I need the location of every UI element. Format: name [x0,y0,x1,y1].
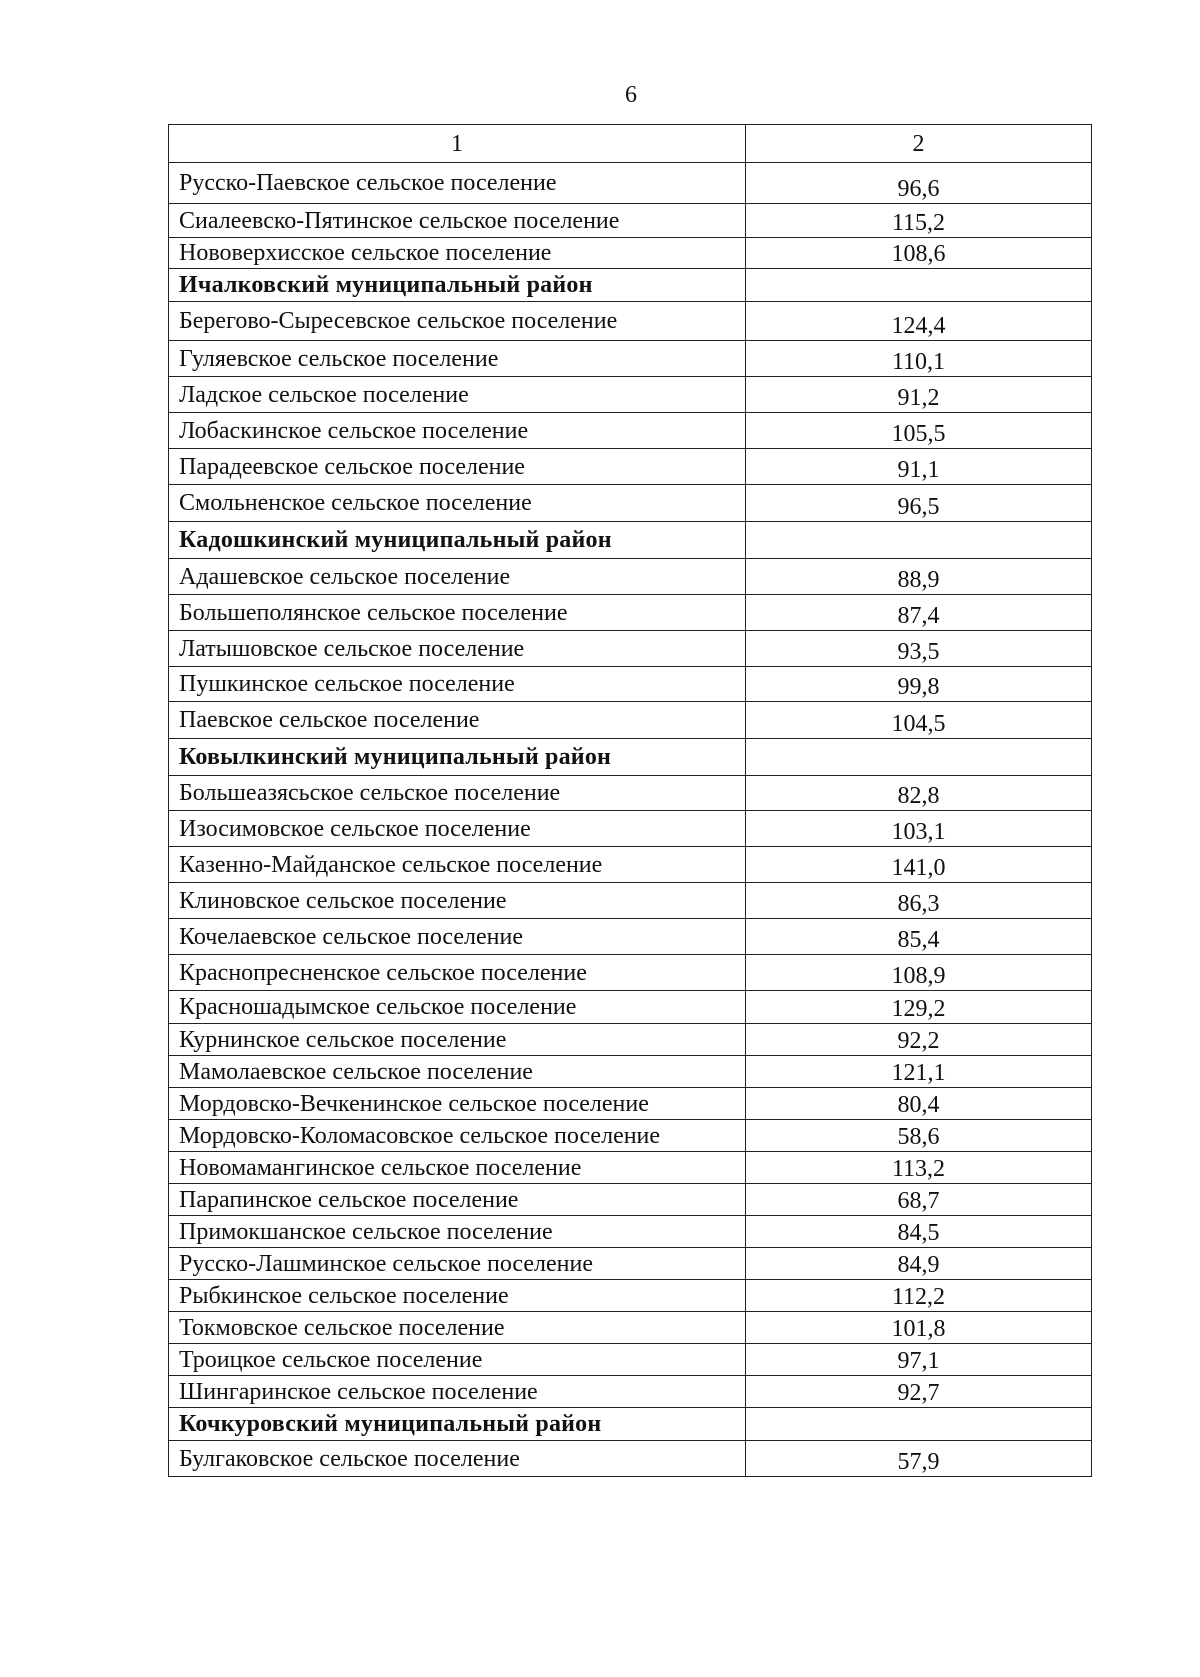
settlement-name: Ладское сельское поселение [169,377,746,413]
settlement-name: Троицкое сельское поселение [169,1344,746,1376]
value-cell: 129,2 [746,991,1092,1024]
table-row [169,1056,1092,1088]
value-cell: 92,7 [746,1376,1092,1408]
table-row [169,1344,1092,1376]
value-cell: 80,4 [746,1088,1092,1120]
value-cell: 96,5 [746,485,1092,522]
table-row [169,163,1092,204]
value-cell [746,522,1092,559]
table-row [169,991,1092,1024]
value-cell: 87,4 [746,595,1092,631]
settlement-name: Паевское сельское поселение [169,702,746,739]
table-row [169,449,1092,485]
settlement-name: Булгаковское сельское поселение [169,1441,746,1477]
column-header-2: 2 [746,125,1092,163]
table-row [169,302,1092,341]
settlement-name: Русско-Лашминское сельское поселение [169,1248,746,1280]
column-header-1: 1 [169,125,746,163]
settlement-name: Курнинское сельское поселение [169,1024,746,1056]
table-row [169,776,1092,811]
table-row [169,1152,1092,1184]
value-cell: 91,1 [746,449,1092,485]
settlement-name: Лобаскинское сельское поселение [169,413,746,449]
value-cell: 58,6 [746,1120,1092,1152]
table-row [169,631,1092,667]
value-cell: 110,1 [746,341,1092,377]
settlements-table [168,124,1092,1477]
table-row [169,667,1092,702]
table-row [169,413,1092,449]
value-cell [746,1408,1092,1441]
table-row [169,1280,1092,1312]
table-row [169,595,1092,631]
settlement-name: Берегово-Сыресевское сельское поселение [169,302,746,341]
settlement-name: Парапинское сельское поселение [169,1184,746,1216]
district-name: Кадошкинский муниципальный район [169,522,746,559]
value-cell: 99,8 [746,667,1092,702]
settlement-name: Парадеевское сельское поселение [169,449,746,485]
settlement-name: Гуляевское сельское поселение [169,341,746,377]
table-header-row [169,125,1092,163]
value-cell: 57,9 [746,1441,1092,1477]
table-row [169,559,1092,595]
value-cell [746,269,1092,302]
value-cell: 86,3 [746,883,1092,919]
value-cell: 85,4 [746,919,1092,955]
table-row [169,811,1092,847]
value-cell: 104,5 [746,702,1092,739]
value-cell: 84,5 [746,1216,1092,1248]
table-row [169,204,1092,238]
value-cell: 124,4 [746,302,1092,341]
table-row [169,485,1092,522]
settlement-name: Краснопресненское сельское поселение [169,955,746,991]
table-row [169,1376,1092,1408]
district-row [169,1408,1092,1441]
value-cell [746,739,1092,776]
table-row [169,1184,1092,1216]
settlement-name: Мордовско-Вечкенинское сельское поселение [169,1088,746,1120]
settlement-name: Большеполянское сельское поселение [169,595,746,631]
settlement-name: Сиалеевско-Пятинское сельское поселение [169,204,746,238]
settlement-name: Русско-Паевское сельское поселение [169,163,746,204]
table-row [169,1024,1092,1056]
district-name: Ковылкинский муниципальный район [169,739,746,776]
district-row [169,522,1092,559]
settlement-name: Казенно-Майданское сельское поселение [169,847,746,883]
settlement-name: Адашевское сельское поселение [169,559,746,595]
value-cell: 101,8 [746,1312,1092,1344]
table-row [169,883,1092,919]
district-name: Ичалковский муниципальный район [169,269,746,302]
value-cell: 93,5 [746,631,1092,667]
settlement-name: Токмовское сельское поселение [169,1312,746,1344]
table-row [169,377,1092,413]
table-row [169,847,1092,883]
value-cell: 113,2 [746,1152,1092,1184]
value-cell: 88,9 [746,559,1092,595]
value-cell: 82,8 [746,776,1092,811]
settlement-name: Новомамангинское сельское поселение [169,1152,746,1184]
table-row [169,238,1092,269]
district-row [169,269,1092,302]
value-cell: 68,7 [746,1184,1092,1216]
settlement-name: Шингаринское сельское поселение [169,1376,746,1408]
district-row [169,739,1092,776]
settlement-name: Рыбкинское сельское поселение [169,1280,746,1312]
value-cell: 91,2 [746,377,1092,413]
settlement-name: Большеазясьское сельское поселение [169,776,746,811]
table-row [169,1312,1092,1344]
settlement-name: Клиновское сельское поселение [169,883,746,919]
settlement-name: Мамолаевское сельское поселение [169,1056,746,1088]
district-name: Кочкуровский муниципальный район [169,1408,746,1441]
settlement-name: Изосимовское сельское поселение [169,811,746,847]
settlement-name: Мордовско-Коломасовское сельское поселение [169,1120,746,1152]
table-row [169,702,1092,739]
value-cell: 103,1 [746,811,1092,847]
value-cell: 115,2 [746,204,1092,238]
table-row [169,1120,1092,1152]
table-row [169,1216,1092,1248]
page-number: 6 [625,82,637,108]
table-row [169,955,1092,991]
settlement-name: Латышовское сельское поселение [169,631,746,667]
value-cell: 96,6 [746,163,1092,204]
value-cell: 108,6 [746,238,1092,269]
settlement-name: Нововерхисское сельское поселение [169,238,746,269]
settlement-name: Пушкинское сельское поселение [169,667,746,702]
value-cell: 97,1 [746,1344,1092,1376]
value-cell: 121,1 [746,1056,1092,1088]
value-cell: 108,9 [746,955,1092,991]
table-row [169,919,1092,955]
table-row [169,1441,1092,1477]
value-cell: 92,2 [746,1024,1092,1056]
value-cell: 141,0 [746,847,1092,883]
value-cell: 112,2 [746,1280,1092,1312]
settlement-name: Кочелаевское сельское поселение [169,919,746,955]
table-row [169,1248,1092,1280]
settlement-name: Красношадымское сельское поселение [169,991,746,1024]
value-cell: 84,9 [746,1248,1092,1280]
settlement-name: Смольненское сельское поселение [169,485,746,522]
table-row [169,341,1092,377]
settlement-name: Примокшанское сельское поселение [169,1216,746,1248]
table-row [169,1088,1092,1120]
value-cell: 105,5 [746,413,1092,449]
